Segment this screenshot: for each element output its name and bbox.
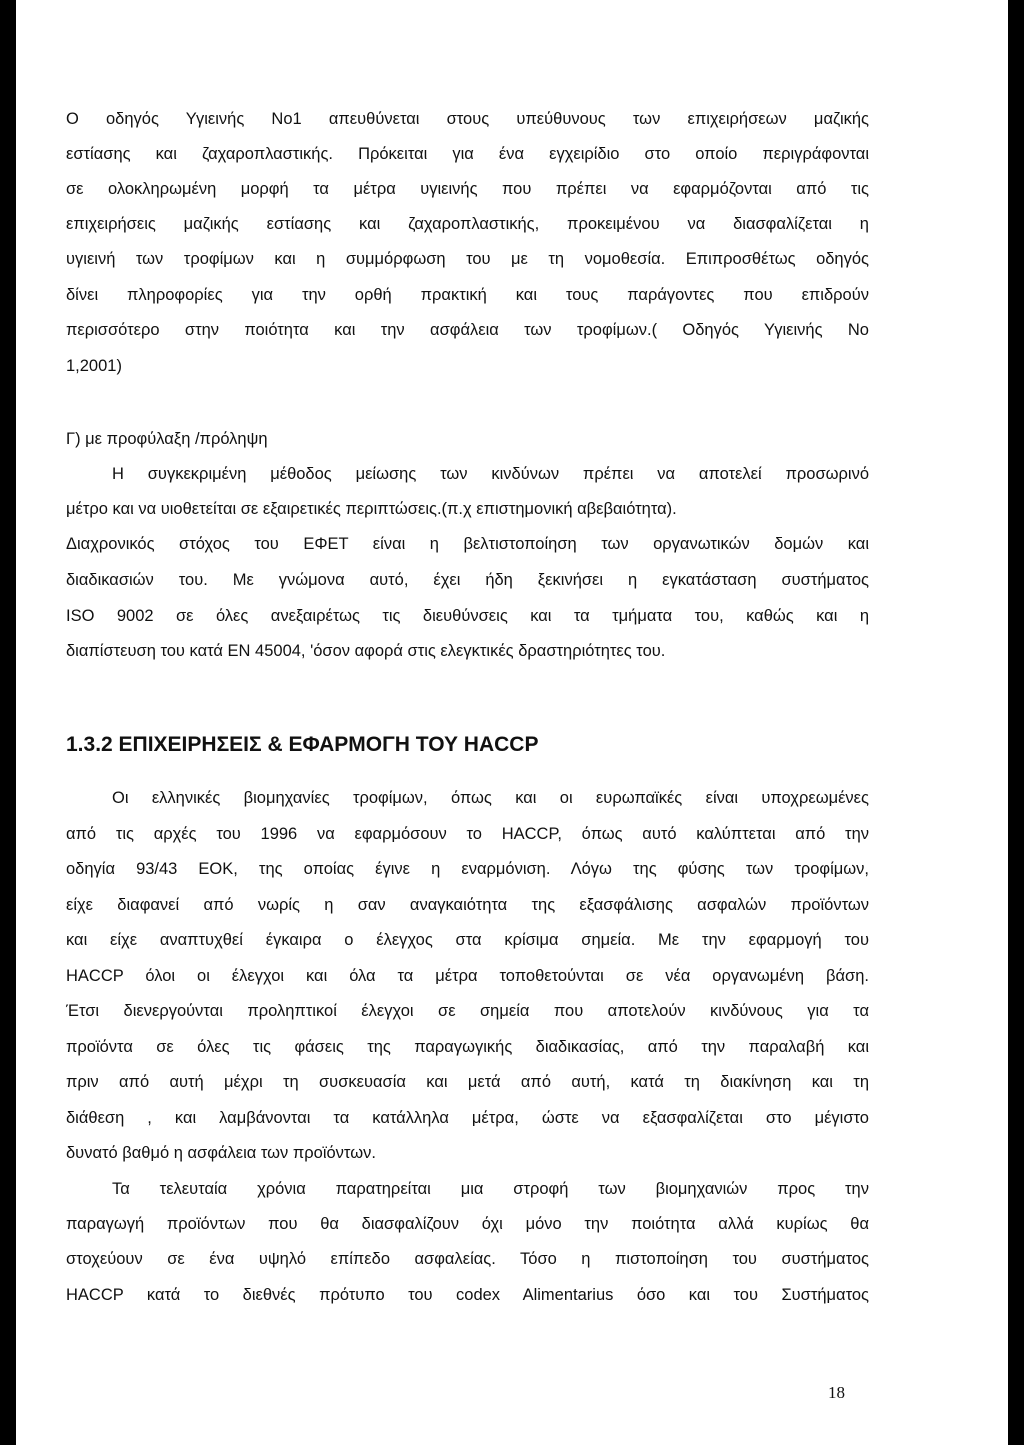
text-line: εστίασης και ζαχαροπλαστικής. Πρόκειται για ένα εγχειρίδιο στο οποίο περιγράφονται xyxy=(66,145,869,163)
text-line: διαπίστευση του κατά ΕΝ 45004, 'όσον αφορά στις ελεγκτικές δραστηριότητες του. xyxy=(66,642,666,660)
text-line: Οι ελληνικές βιομηχανίες τροφίμων, όπως και οι ευρωπαϊκές είναι υποχρεωμένες xyxy=(112,789,869,807)
section-heading: 1.3.2 ΕΠΙΧΕΙΡΗΣΕΙΣ & ΕΦΑΡΜΟΓΗ ΤΟΥ HACCP xyxy=(66,733,539,756)
text-line: οδηγία 93/43 ΕΟΚ, της οποίας έγινε η εναρμόνιση. Λόγω της φύσης των τροφίμων, xyxy=(66,860,869,878)
text-line: Έτσι διενεργούνται προληπτικοί έλεγχοι σε σημεία που αποτελούν κινδύνους για τα xyxy=(66,1002,869,1020)
text-line: περισσότερο στην ποιότητα και την ασφάλεια των τροφίμων.( Οδηγός Υγιεινής Νο xyxy=(66,321,869,339)
text-line: από τις αρχές του 1996 να εφαρμόσουν το HACCP, όπως αυτό καλύπτεται από την xyxy=(66,825,869,843)
text-line: Γ) με προφύλαξη /πρόληψη xyxy=(66,430,268,448)
text-line: υγιεινή των τροφίμων και η συμμόρφωση του με τη νομοθεσία. Επιπροσθέτως οδηγός xyxy=(66,250,869,268)
text-line: διάθεση , και λαμβάνονται τα κατάλληλα μέτρα, ώστε να εξασφαλίζεται στο μέγιστο xyxy=(66,1109,869,1127)
text-line: προϊόντα σε όλες τις φάσεις της παραγωγικής διαδικασίας, από την παραλαβή και xyxy=(66,1038,869,1056)
text-line: είχε διαφανεί από νωρίς η σαν αναγκαιότητα της εξασφάλισης ασφαλών προϊόντων xyxy=(66,896,869,914)
text-line: μέτρο και να υιοθετείται σε εξαιρετικές περιπτώσεις.(π.χ επιστημονική αβεβαιότητα). xyxy=(66,500,677,518)
text-line: Τα τελευταία χρόνια παρατηρείται μια στροφή των βιομηχανιών προς την xyxy=(112,1180,869,1198)
text-line: HACCP κατά το διεθνές πρότυπο του codex Alimentarius όσο και του Συστήματος xyxy=(66,1286,869,1304)
text-line: πριν από αυτή μέχρι τη συσκευασία και μετά από αυτή, κατά τη διακίνηση και τη xyxy=(66,1073,869,1091)
text-line: στοχεύουν σε ένα υψηλό επίπεδο ασφαλείας. Τόσο η πιστοποίηση του συστήματος xyxy=(66,1250,869,1268)
text-line: HACCP όλοι οι έλεγχοι και όλα τα μέτρα τοποθετούνται σε νέα οργανωμένη βάση. xyxy=(66,967,869,985)
text-line: δυνατό βαθμό η ασφάλεια των προϊόντων. xyxy=(66,1144,376,1162)
page-number: 18 xyxy=(828,1383,845,1402)
text-line: δίνει πληροφορίες για την ορθή πρακτική και τους παράγοντες που επιδρούν xyxy=(66,286,869,304)
text-line: παραγωγή προϊόντων που θα διασφαλίζουν όχι μόνο την ποιότητα αλλά κυρίως θα xyxy=(66,1215,869,1233)
text-line: ISO 9002 σε όλες ανεξαιρέτως τις διευθύνσεις και τα τμήματα του, καθώς και η xyxy=(66,607,869,625)
text-line: 1,2001) xyxy=(66,357,122,375)
text-line: και είχε αναπτυχθεί έγκαιρα ο έλεγχος στα κρίσιμα σημεία. Με την εφαρμογή του xyxy=(66,931,869,949)
text-line: διαδικασιών του. Με γνώμονα αυτό, έχει ήδη ξεκινήσει η εγκατάσταση συστήματος xyxy=(66,571,869,589)
text-line: επιχειρήσεις μαζικής εστίασης και ζαχαροπλαστικής, προκειμένου να διασφαλίζεται η xyxy=(66,215,869,233)
document-page xyxy=(16,0,1008,1445)
text-line: Ο οδηγός Υγιεινής Νο1 απευθύνεται στους υπεύθυνους των επιχειρήσεων μαζικής xyxy=(66,110,869,128)
text-line: Η συγκεκριμένη μέθοδος μείωσης των κινδύνων πρέπει να αποτελεί προσωρινό xyxy=(112,465,869,483)
text-line: Διαχρονικός στόχος του ΕΦΕΤ είναι η βελτιστοποίηση των οργανωτικών δομών και xyxy=(66,535,869,553)
text-line: σε ολοκληρωμένη μορφή τα μέτρα υγιεινής που πρέπει να εφαρμόζονται από τις xyxy=(66,180,869,198)
